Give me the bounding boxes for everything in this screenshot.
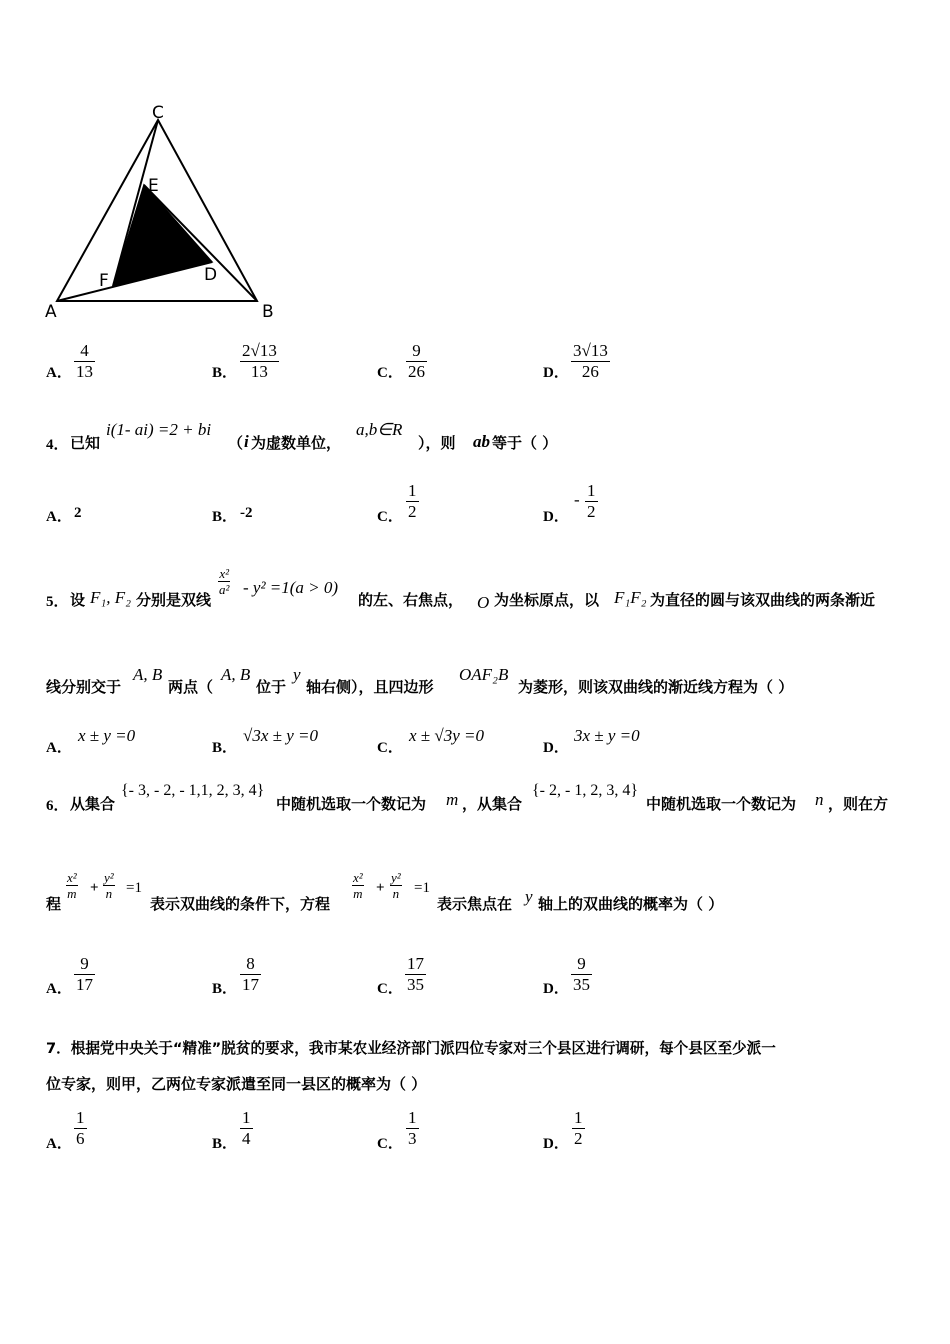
- q6-text-9: 轴上的双曲线的概率为（ ）: [538, 895, 724, 913]
- q7-option-d-label: D．: [543, 1136, 569, 1152]
- q6-text-2: 中随机选取一个数记为: [276, 795, 427, 813]
- q4-option-a-value: 2: [74, 505, 82, 521]
- q6-option-a-label: A．: [46, 981, 72, 997]
- q4-option-d-sign: -: [574, 490, 580, 509]
- q5-option-d-value: 3x ± y =0: [574, 726, 640, 745]
- q3-option-a-label: A．: [46, 365, 72, 381]
- q5-text-2: 分别是双线: [136, 591, 212, 609]
- q6-var-m: m: [446, 790, 459, 809]
- q7-option-b-fraction: $\frac{1}{4}$: [242, 1108, 251, 1148]
- q5-text-6: 线分别交于: [46, 678, 122, 696]
- q3-option-c-fraction: $\frac{9}{26}$: [408, 341, 425, 381]
- q6-text-3: ，从集合: [462, 795, 523, 813]
- q7-option-a-fraction: $\frac{1}{6}$: [76, 1108, 85, 1148]
- q7-option-c-label: C．: [377, 1136, 403, 1152]
- q5-text-5: 为直径的圆与该双曲线的两条渐近: [650, 591, 876, 609]
- q5-points-ab: A, B: [133, 665, 163, 684]
- q5-option-c-label: C．: [377, 740, 403, 756]
- q7-line-2: 位专家，则甲，乙两位专家派遣至同一县区的概率为（ ）: [46, 1075, 427, 1093]
- q3-option-d-fraction: $\frac{3√13}{26}$: [573, 341, 608, 381]
- q6-text-8: 表示焦点在: [437, 895, 513, 913]
- q5-option-a-label: A．: [46, 740, 72, 756]
- q4-text-3b: ab: [473, 432, 490, 451]
- q6-eq1-x-term: x² m: [67, 870, 77, 901]
- q4-text-2c: 为虚数单位，: [251, 434, 342, 452]
- q6-eq1-y-term: y² n: [104, 870, 114, 901]
- q6-option-d-fraction: $\frac{9}{35}$: [573, 954, 590, 994]
- q4-option-c-fraction: $\frac{1}{2}$: [408, 481, 417, 521]
- label-f: F: [99, 271, 109, 291]
- q3-option-b-label: B．: [212, 365, 238, 381]
- q5-text-9: 轴右侧），且四边形: [306, 678, 434, 696]
- q6-option-b-label: B．: [212, 981, 238, 997]
- q6-option-c-fraction: $\frac{17}{35}$: [407, 954, 424, 994]
- q5-text-8: 位于: [256, 678, 287, 696]
- q4-option-b-value: -2: [240, 505, 253, 521]
- q6-option-c-label: C．: [377, 981, 403, 997]
- q5-option-c-value: x ± √3y =0: [409, 726, 484, 745]
- q5-foci: F₁, F₂: [90, 588, 132, 607]
- q5-y-axis: y: [293, 665, 301, 684]
- q6-eq2-y-term: y² n: [391, 870, 401, 901]
- q5-option-a-value: x ± y =0: [78, 726, 136, 745]
- q3-option-d-label: D．: [543, 365, 569, 381]
- q3-option-c-label: C．: [377, 365, 403, 381]
- q4-text-3c: 等于（ ）: [492, 434, 558, 452]
- q3-option-b-fraction: $\frac{2√13}{13}$: [242, 341, 277, 381]
- q6-eq2-x-term: x² m: [353, 870, 363, 901]
- q4-text-2a: （: [228, 434, 244, 452]
- q6-text-4: 中随机选取一个数记为: [646, 795, 797, 813]
- q6-eq1-plus: +: [90, 880, 99, 896]
- q7-option-d-fraction: $\frac{1}{2}$: [574, 1108, 583, 1148]
- q6-text-5: ，则在方: [828, 795, 889, 813]
- label-c: C: [152, 103, 164, 123]
- q6-number: 6．: [46, 798, 69, 814]
- q6-set-1: {- 3, - 2, - 1,1, 2, 3, 4}: [121, 782, 265, 799]
- q6-eq2-rest: =1: [414, 880, 430, 896]
- q6-option-d-label: D．: [543, 981, 569, 997]
- q4-number: 4．: [46, 437, 69, 453]
- q7-option-a-label: A．: [46, 1136, 72, 1152]
- label-d: D: [204, 265, 218, 285]
- q6-set-2: {- 2, - 1, 2, 3, 4}: [532, 782, 639, 799]
- q5-text-7: 两点（: [168, 678, 214, 696]
- q6-text-1: 从集合: [70, 795, 116, 813]
- q5-points-ab-2: A, B: [221, 665, 251, 684]
- q4-option-a-label: A．: [46, 509, 72, 525]
- q4-option-d-fraction: $\frac{1}{2}$: [587, 481, 596, 521]
- q4-text-1: 已知: [70, 434, 101, 452]
- q6-option-b-fraction: $\frac{8}{17}$: [242, 954, 259, 994]
- label-a: A: [45, 302, 57, 322]
- q3-option-a-fraction: $\frac{4}{13}$: [76, 341, 93, 381]
- q4-option-d-label: D．: [543, 509, 569, 525]
- q5-text-3: 的左、右焦点，: [358, 591, 464, 609]
- q5-quadrilateral: OAF₂B: [459, 665, 509, 684]
- q6-eq1-rest: =1: [126, 880, 142, 896]
- q6-y-axis: y: [525, 887, 533, 906]
- q7-option-c-fraction: $\frac{1}{3}$: [408, 1108, 417, 1148]
- q6-var-n: n: [815, 790, 824, 809]
- q5-equation-rest: - y² =1(a > 0): [243, 578, 339, 597]
- q4-text-3a: ），则: [418, 434, 456, 452]
- q4-option-c-label: C．: [377, 509, 403, 525]
- q6-text-7: 表示双曲线的条件下，方程: [150, 895, 331, 913]
- q5-text-1: 设: [70, 591, 86, 609]
- triangle-figure: [40, 100, 290, 325]
- q6-text-6: 程: [46, 895, 62, 913]
- q5-number: 5．: [46, 594, 69, 610]
- q5-text-10: 为菱形，则该双曲线的渐近线方程为（ ）: [518, 678, 794, 696]
- q4-text-2b: i: [244, 432, 249, 451]
- q4-equation: i(1- ai) =2 + bi: [106, 420, 212, 439]
- q4-condition: a,b∈R: [356, 420, 403, 439]
- label-b: B: [262, 302, 274, 322]
- q5-option-d-label: D．: [543, 740, 569, 756]
- q5-f1f2: F₁F₂: [614, 588, 647, 607]
- label-e: E: [148, 176, 159, 196]
- q4-option-b-label: B．: [212, 509, 238, 525]
- q6-eq2-plus: +: [376, 880, 385, 896]
- q7-line-1: 7．根据党中央关于“精准”脱贫的要求，我市某农业经济部门派四位专家对三个县区进行调研，每个县区至少派一: [46, 1040, 776, 1057]
- q5-option-b-label: B．: [212, 740, 238, 756]
- q5-option-b-value: √3x ± y =0: [243, 726, 318, 745]
- q5-origin: O: [477, 593, 490, 612]
- q7-option-b-label: B．: [212, 1136, 238, 1152]
- q5-text-4: 为坐标原点，以: [494, 591, 600, 609]
- q6-option-a-fraction: $\frac{9}{17}$: [76, 954, 93, 994]
- shaded-triangle-def: [113, 185, 212, 286]
- q5-equation-x-term: x² a²: [219, 566, 230, 597]
